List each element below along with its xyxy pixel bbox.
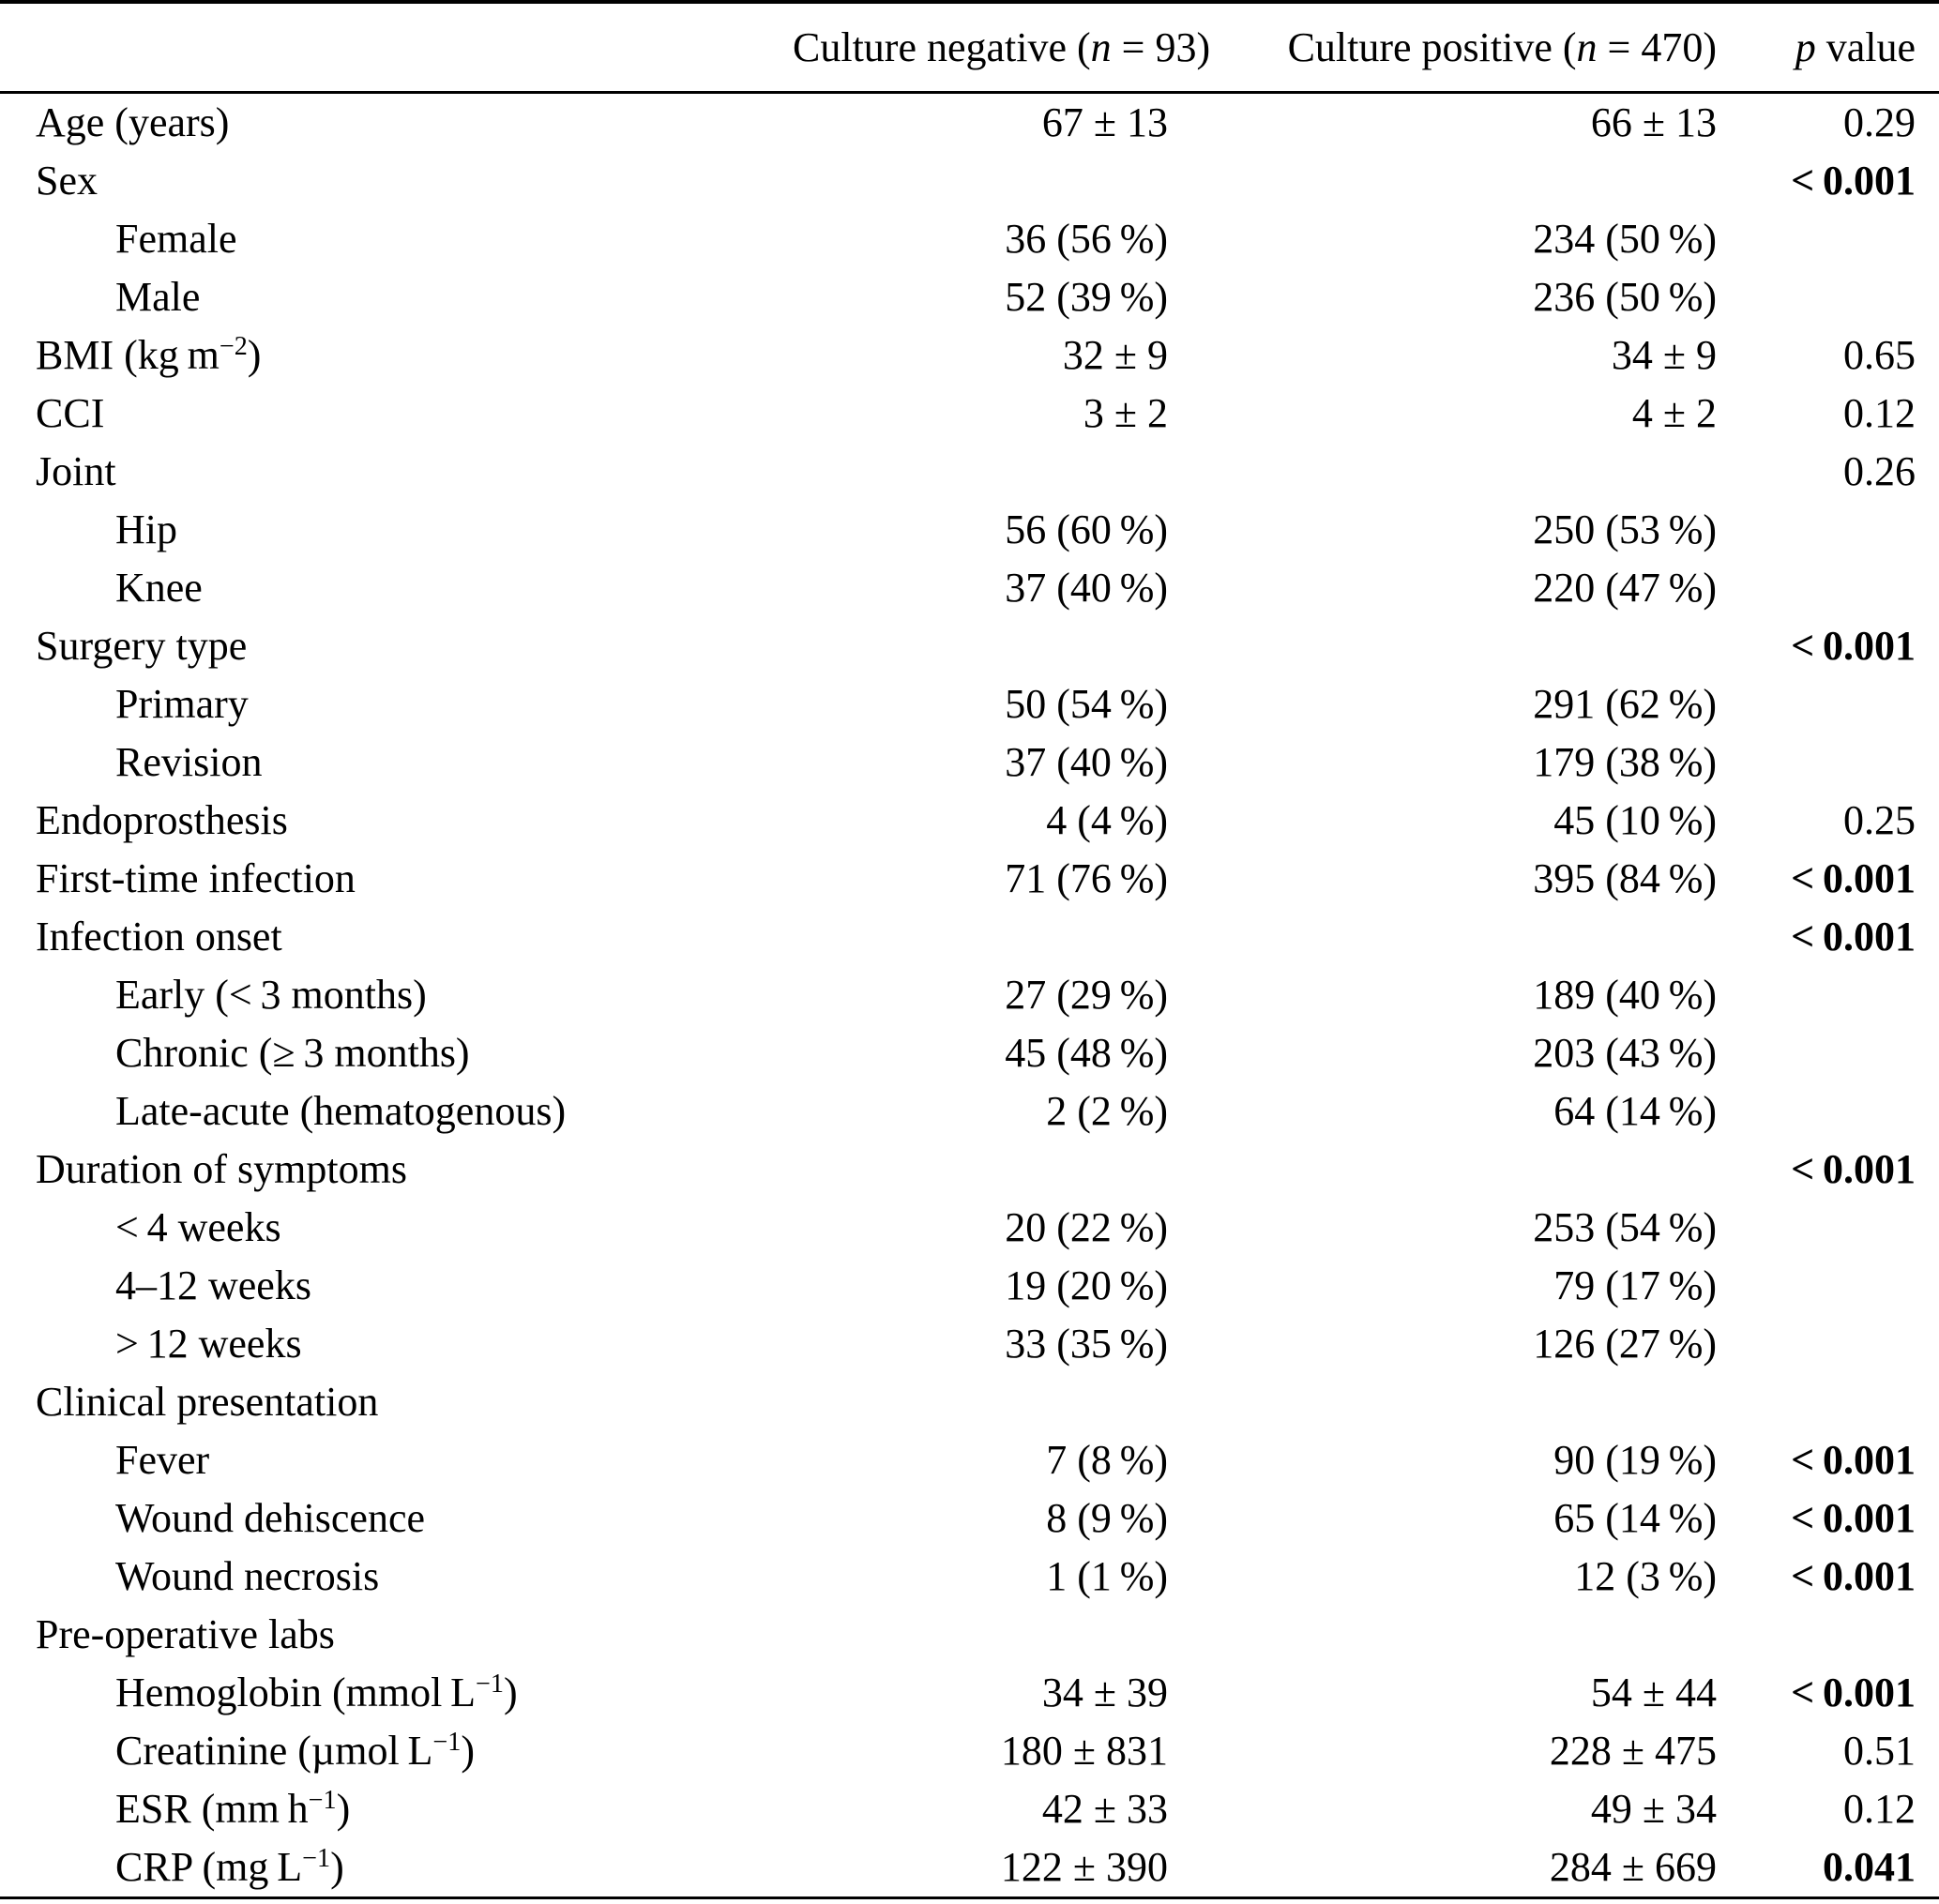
table-row [0, 210, 1939, 268]
culture-negative-value: 19 (20 %) [1005, 1262, 1168, 1308]
culture-positive-value: 49 ± 34 [1590, 1786, 1717, 1832]
table-row [0, 1257, 1939, 1315]
row-label: Creatinine (µmol $L^{-1}$) [115, 1727, 476, 1774]
table-row [0, 1141, 1939, 1199]
row-label: Male [115, 274, 201, 320]
row-label: Wound necrosis [115, 1553, 380, 1599]
culture-negative-value [793, 1141, 1168, 1199]
row-label: ESR (mm $h^{-1}$) [115, 1785, 351, 1832]
culture-negative-value: 52 (39 %) [1005, 274, 1168, 320]
p-value [1717, 1257, 1939, 1315]
culture-negative-value: 56 (60 %) [1005, 506, 1168, 552]
culture-positive-value: 220 (47 %) [1533, 565, 1717, 611]
culture-negative-value [793, 908, 1168, 966]
culture-positive-value [1168, 152, 1717, 210]
row-label: Chronic (≥ 3 months) [115, 1030, 470, 1076]
row-label: Sex [36, 158, 98, 204]
culture-negative-value: 8 (9 %) [1046, 1495, 1168, 1541]
table-row [0, 326, 1939, 385]
row-label: Duration of symptoms [36, 1146, 407, 1192]
row-label: Clinical presentation [36, 1379, 379, 1425]
p-value: < 0.001 [1791, 914, 1916, 960]
culture-negative-value [793, 152, 1168, 210]
culture-negative-value: 37 (40 %) [1005, 739, 1168, 785]
culture-negative-value: 7 (8 %) [1046, 1437, 1168, 1483]
culture-negative-value [793, 443, 1168, 501]
culture-negative-value: 122 ± 390 [1000, 1844, 1168, 1890]
culture-negative-value: 20 (22 %) [1005, 1204, 1168, 1250]
p-value: 0.041 [1823, 1844, 1916, 1890]
table-body [0, 93, 1939, 1898]
row-label: Pre-operative labs [36, 1611, 335, 1657]
row-label: 4–12 weeks [115, 1262, 311, 1308]
p-value: 0.65 [1843, 332, 1916, 378]
row-label: Age (years) [36, 99, 230, 145]
p-value [1717, 1199, 1939, 1257]
culture-positive-value: 90 (19 %) [1553, 1437, 1717, 1483]
culture-negative-value: 1 (1 %) [1046, 1553, 1168, 1599]
table-row [0, 268, 1939, 326]
row-label: < 4 weeks [115, 1204, 281, 1250]
p-value [1717, 1606, 1939, 1664]
table-row [0, 1664, 1939, 1722]
row-label: Hemoglobin (mmol $L^{-1}$) [115, 1669, 518, 1715]
culture-positive-value: 236 (50 %) [1533, 274, 1717, 320]
p-value [1717, 1082, 1939, 1141]
p-value [1717, 1373, 1939, 1431]
table-row [0, 1373, 1939, 1431]
row-label: Joint [36, 448, 116, 494]
row-label: Early (< 3 months) [115, 972, 427, 1018]
table-row [0, 733, 1939, 792]
table-row [0, 93, 1939, 153]
culture-positive-value [1168, 1606, 1717, 1664]
culture-positive-value: 64 (14 %) [1553, 1088, 1717, 1134]
row-label: First-time infection [36, 855, 356, 901]
culture-negative-value [793, 1373, 1168, 1431]
culture-negative-value: 180 ± 831 [1000, 1728, 1168, 1774]
p-value [1717, 559, 1939, 617]
culture-negative-value: 3 ± 2 [1083, 390, 1168, 436]
p-value [1717, 268, 1939, 326]
table-row [0, 1722, 1939, 1780]
culture-positive-value: 284 ± 669 [1549, 1844, 1717, 1890]
p-value: < 0.001 [1791, 158, 1916, 204]
row-label: Infection onset [36, 914, 282, 960]
culture-positive-value: 126 (27 %) [1533, 1321, 1717, 1367]
row-label: Late-acute (hematogenous) [115, 1088, 567, 1134]
culture-negative-value: 4 (4 %) [1046, 797, 1168, 843]
table-row [0, 1780, 1939, 1838]
culture-positive-value: 179 (38 %) [1533, 739, 1717, 785]
culture-positive-value: 65 (14 %) [1553, 1495, 1717, 1541]
p-value: < 0.001 [1791, 1670, 1916, 1715]
row-label: Endoprosthesis [36, 797, 288, 843]
table-row [0, 850, 1939, 908]
p-value [1717, 966, 1939, 1024]
table-row [0, 1838, 1939, 1898]
p-value [1717, 210, 1939, 268]
table-row [0, 1199, 1939, 1257]
row-label: Female [115, 216, 237, 262]
culture-positive-value [1168, 617, 1717, 675]
culture-positive-value: 291 (62 %) [1533, 681, 1717, 727]
culture-negative-value: 45 (48 %) [1005, 1030, 1168, 1076]
table-row [0, 152, 1939, 210]
p-value [1717, 675, 1939, 733]
culture-positive-value: 45 (10 %) [1553, 797, 1717, 843]
culture-positive-value: 66 ± 13 [1590, 99, 1717, 145]
p-value: < 0.001 [1791, 855, 1916, 901]
culture-negative-value: 67 ± 13 [1041, 99, 1168, 145]
culture-negative-value: 2 (2 %) [1046, 1088, 1168, 1134]
p-value: < 0.001 [1791, 1437, 1916, 1483]
row-label: Revision [115, 739, 263, 785]
row-label: Surgery type [36, 623, 248, 669]
culture-positive-value: 250 (53 %) [1533, 506, 1717, 552]
table-row [0, 908, 1939, 966]
culture-positive-value: 253 (54 %) [1533, 1204, 1717, 1250]
table-row [0, 1082, 1939, 1141]
p-value: < 0.001 [1791, 1553, 1916, 1599]
culture-positive-value [1168, 1141, 1717, 1199]
culture-positive-value: 203 (43 %) [1533, 1030, 1717, 1076]
culture-negative-value: 27 (29 %) [1005, 972, 1168, 1018]
p-value: < 0.001 [1791, 623, 1916, 669]
column-header-culture-negative: Culture negative (n = 93) [793, 2, 1168, 93]
column-header-rowlabel [0, 2, 793, 93]
culture-negative-value: 34 ± 39 [1041, 1670, 1168, 1715]
table-row [0, 1489, 1939, 1548]
culture-negative-value [793, 617, 1168, 675]
row-label: BMI (kg $m^{-2}$) [36, 331, 262, 378]
p-value [1717, 733, 1939, 792]
p-value: 0.51 [1843, 1728, 1916, 1774]
culture-negative-value [793, 1606, 1168, 1664]
table-row [0, 1431, 1939, 1489]
culture-positive-value: 12 (3 %) [1574, 1553, 1717, 1599]
table-row [0, 443, 1939, 501]
row-label: CRP (mg $L^{-1}$) [115, 1843, 344, 1890]
culture-positive-value: 4 ± 2 [1631, 390, 1717, 436]
culture-positive-value: 234 (50 %) [1533, 216, 1717, 262]
row-label: Fever [115, 1437, 210, 1483]
culture-positive-value [1168, 908, 1717, 966]
culture-positive-value: 54 ± 44 [1590, 1670, 1717, 1715]
culture-negative-value: 32 ± 9 [1062, 332, 1168, 378]
column-header-culture-positive: Culture positive (n = 470) [1168, 2, 1717, 93]
culture-negative-value: 50 (54 %) [1005, 681, 1168, 727]
row-label: Knee [115, 565, 203, 611]
p-value: 0.25 [1843, 797, 1916, 843]
row-label: Wound dehiscence [115, 1495, 425, 1541]
p-value: 0.26 [1843, 448, 1916, 494]
row-label: CCI [36, 390, 105, 436]
culture-positive-value: 228 ± 475 [1549, 1728, 1717, 1774]
culture-positive-value: 395 (84 %) [1533, 855, 1717, 901]
table-row [0, 1024, 1939, 1082]
culture-positive-value: 189 (40 %) [1533, 972, 1717, 1018]
row-label: Hip [115, 506, 177, 552]
table-header [0, 2, 1939, 93]
table-row [0, 1315, 1939, 1373]
row-label: > 12 weeks [115, 1321, 302, 1367]
header-row [0, 2, 1939, 93]
p-value: 0.12 [1843, 390, 1916, 436]
table-row [0, 385, 1939, 443]
culture-positive-value [1168, 443, 1717, 501]
table-row [0, 501, 1939, 559]
culture-negative-value: 37 (40 %) [1005, 565, 1168, 611]
culture-negative-value: 42 ± 33 [1041, 1786, 1168, 1832]
culture-negative-value: 71 (76 %) [1005, 855, 1168, 901]
culture-negative-value: 33 (35 %) [1005, 1321, 1168, 1367]
table-row [0, 792, 1939, 850]
table-row [0, 966, 1939, 1024]
table-row [0, 559, 1939, 617]
table-row [0, 1548, 1939, 1606]
row-label: Primary [115, 681, 249, 727]
culture-positive-value: 34 ± 9 [1611, 332, 1717, 378]
p-value: 0.12 [1843, 1786, 1916, 1832]
table-row [0, 617, 1939, 675]
p-value: 0.29 [1843, 99, 1916, 145]
p-value [1717, 501, 1939, 559]
culture-positive-value [1168, 1373, 1717, 1431]
table-row [0, 1606, 1939, 1664]
culture-negative-value: 36 (56 %) [1005, 216, 1168, 262]
culture-positive-value: 79 (17 %) [1553, 1262, 1717, 1308]
p-value [1717, 1315, 1939, 1373]
table-row [0, 675, 1939, 733]
p-value [1717, 1024, 1939, 1082]
p-value: < 0.001 [1791, 1495, 1916, 1541]
column-header-p-value: p value [1717, 2, 1939, 93]
p-value: < 0.001 [1791, 1146, 1916, 1192]
